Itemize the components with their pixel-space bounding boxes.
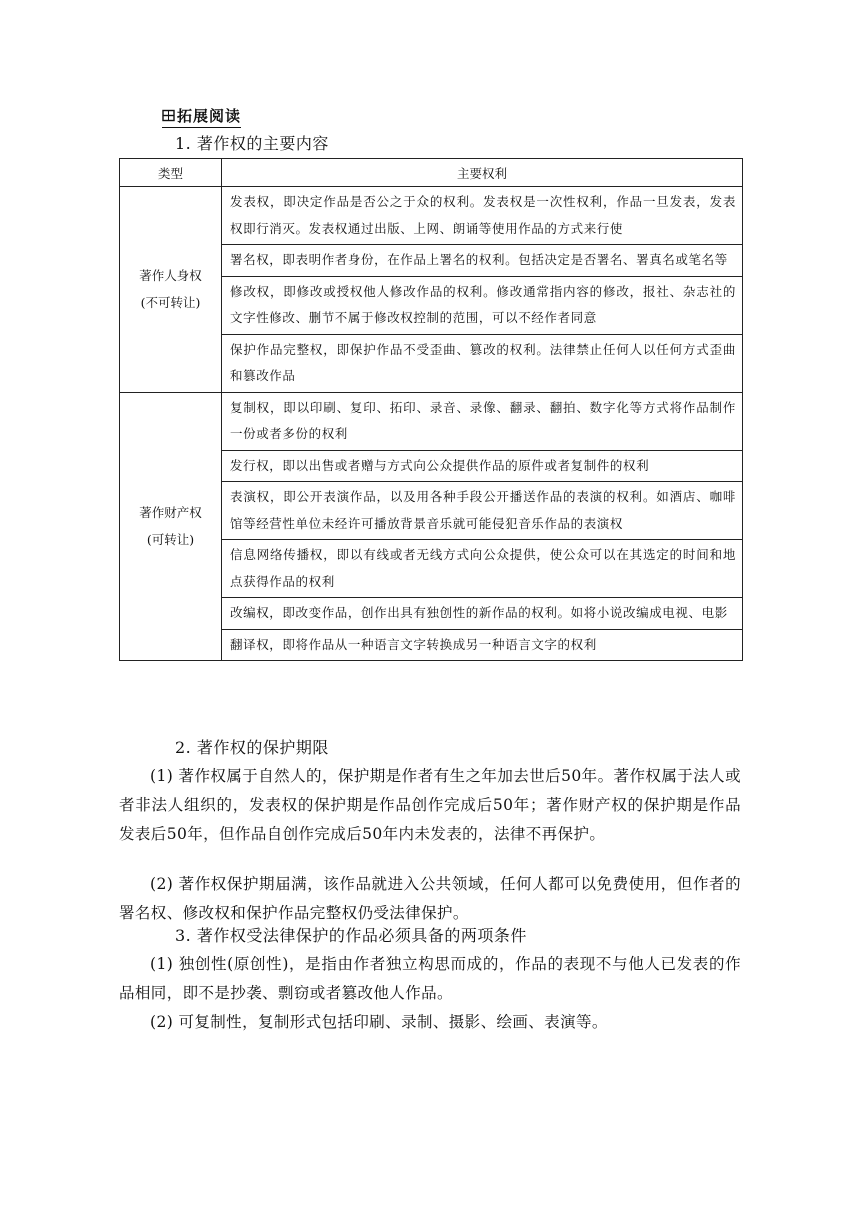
- extended-reading-heading: [162, 105, 241, 128]
- book-icon: [162, 109, 175, 122]
- right-cell: 发行权，即以出售或者赠与方式向公众提供作品的原件或者复制件的权利: [222, 450, 743, 482]
- right-cell: 保护作品完整权，即保护作品不受歪曲、篡改的权利。法律禁止任何人以任何方式歪曲和篡改作品: [222, 334, 743, 392]
- right-cell: 翻译权，即将作品从一种语言文字转换成另一种语言文字的权利: [222, 629, 743, 661]
- table-row: [120, 187, 743, 245]
- copyright-rights-table: [119, 158, 743, 661]
- header-type: 类型: [120, 159, 222, 187]
- type-name: 著作财产权: [139, 505, 202, 521]
- type-note: (不可转让): [140, 295, 201, 311]
- type-cell-personal: [120, 187, 222, 393]
- right-cell: 表演权，即公开表演作品，以及用各种手段公开播送作品的表演的权利。如酒店、咖啡馆等经营性单位未经许可播放背景音乐就可能侵犯音乐作品的表演权: [222, 482, 743, 540]
- type-note: (可转让): [146, 532, 195, 548]
- heading-text: 拓展阅读: [177, 107, 242, 125]
- section-3-paragraph-2: (2) 可复制性，复制形式包括印刷、录制、摄影、绘画、表演等。: [150, 1013, 608, 1031]
- section-2-title: 2. 著作权的保护期限: [175, 738, 329, 757]
- table-header-row: [120, 159, 743, 187]
- right-cell: 复制权，即以印刷、复印、拓印、录音、录像、翻录、翻拍、数字化等方式将作品制作一份或者多份的权利: [222, 392, 743, 450]
- right-cell: 署名权，即表明作者身份，在作品上署名的权利。包括决定是否署名、署真名或笔名等: [222, 245, 743, 277]
- section-3-paragraph-1: (1) 独创性(原创性)，是指由作者独立构思而成的，作品的表现不与他人已发表的作品相同，即不是抄袭、剽窃或者篡改他人作品。: [119, 955, 741, 1002]
- section-3-title: 3. 著作权受法律保护的作品必须具备的两项条件: [175, 926, 527, 945]
- table-row: [120, 392, 743, 450]
- header-main-rights: 主要权利: [222, 159, 743, 187]
- right-cell: 信息网络传播权，即以有线或者无线方式向公众提供，使公众可以在其选定的时间和地点获得作品的权利: [222, 540, 743, 598]
- right-cell: 修改权，即修改或授权他人修改作品的权利。修改通常指内容的修改，报社、杂志社的文字性修改、删节不属于修改权控制的范围，可以不经作者同意: [222, 276, 743, 334]
- right-cell: 改编权，即改变作品，创作出具有独创性的新作品的权利。如将小说改编成电视、电影: [222, 598, 743, 630]
- section-2-paragraph-1: (1) 著作权属于自然人的，保护期是作者有生之年加去世后50年。著作权属于法人或者非法人组织的，发表权的保护期是作品创作完成后50年；著作财产权的保护期是作品发表后50年，但作品自创作完成后50年内未发表的，法律不再保护。: [119, 767, 741, 843]
- type-name: 著作人身权: [139, 268, 202, 284]
- section-2-paragraph-2: (2) 著作权保护期届满，该作品就进入公共领域，任何人都可以免费使用，但作者的署名权、修改权和保护作品完整权仍受法律保护。: [119, 875, 741, 922]
- section-1-title: 1. 著作权的主要内容: [175, 134, 329, 153]
- right-cell: 发表权，即决定作品是否公之于众的权利。发表权是一次性权利，作品一旦发表，发表权即行消灭。发表权通过出版、上网、朗诵等使用作品的方式来行使: [222, 187, 743, 245]
- type-cell-property: [120, 392, 222, 661]
